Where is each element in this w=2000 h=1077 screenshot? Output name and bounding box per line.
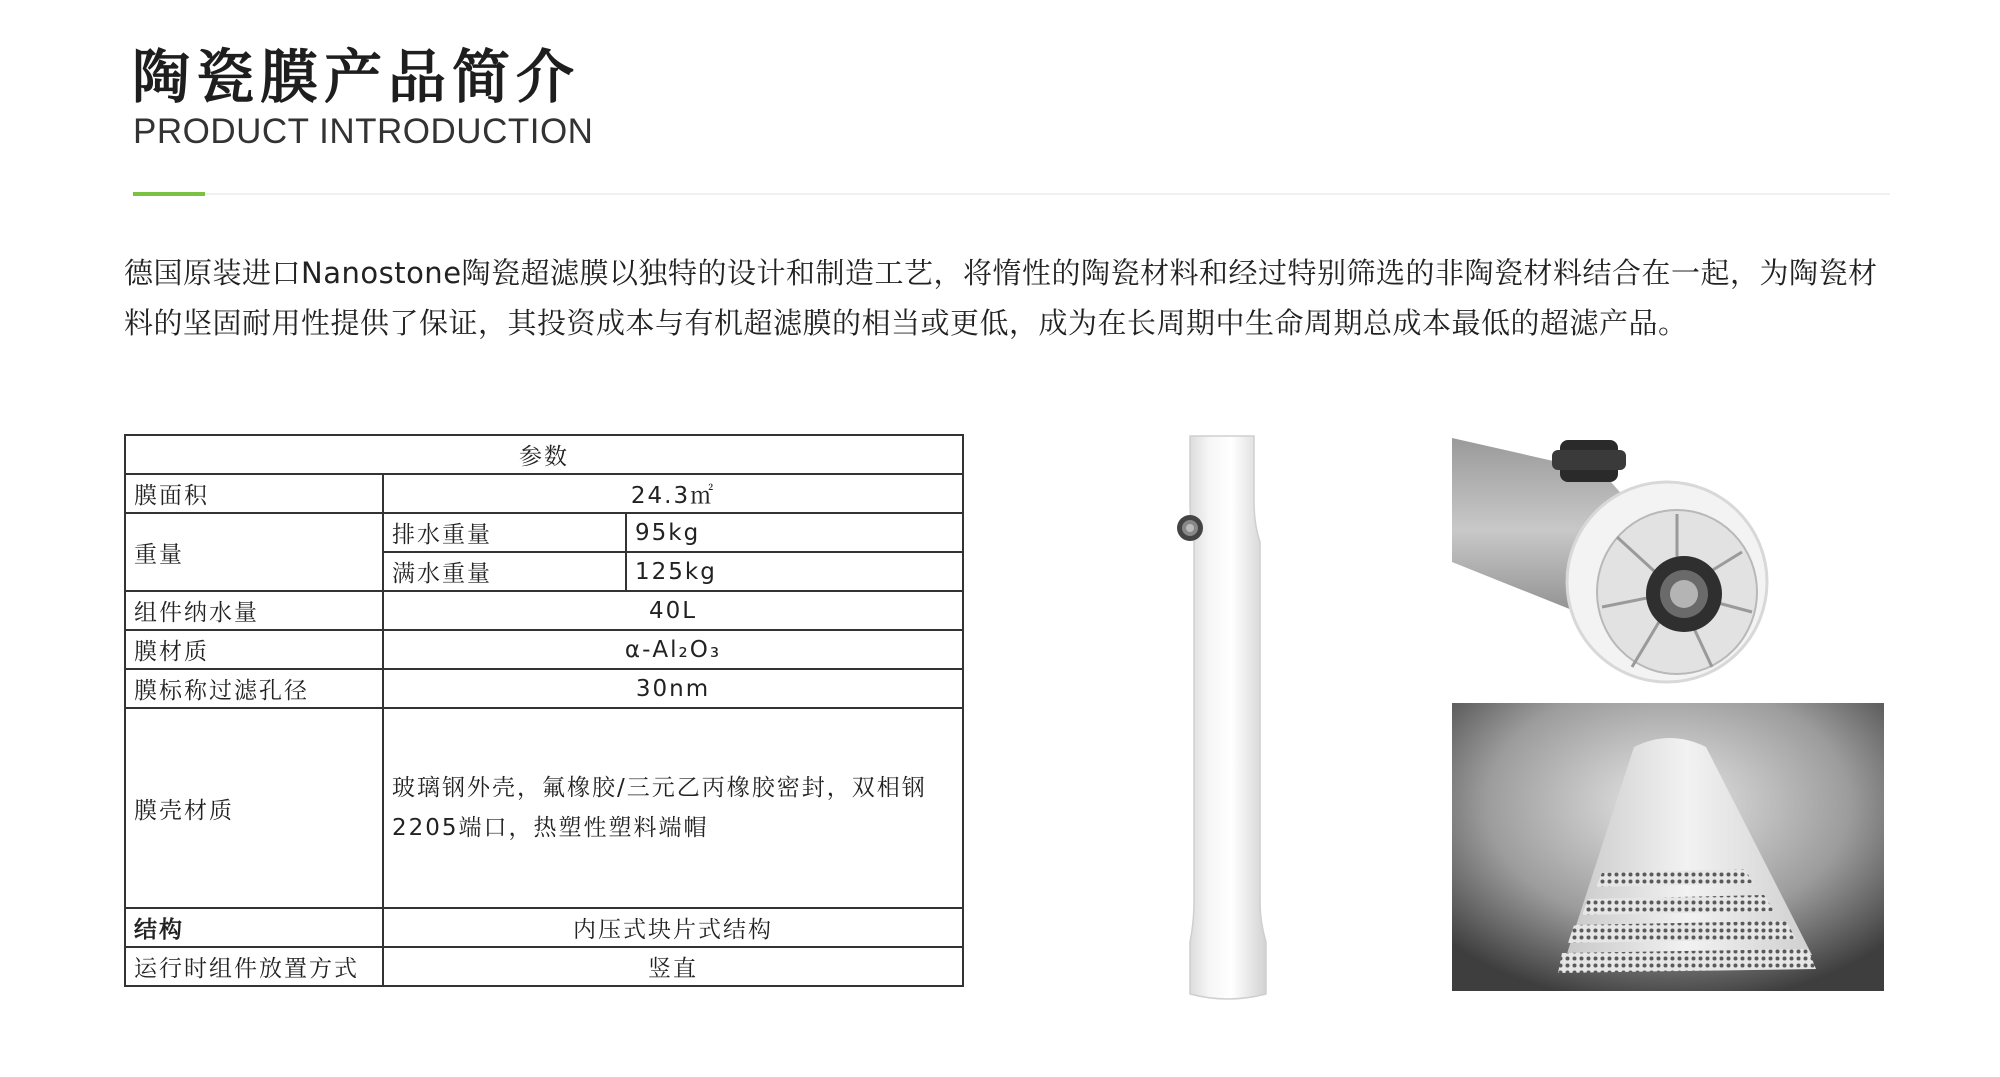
row-value: α-Al₂O₃ <box>383 630 963 669</box>
page-title: 陶瓷膜产品简介 <box>132 43 581 111</box>
row-value: 95kg <box>626 513 963 552</box>
table-row <box>125 708 963 908</box>
table-row <box>125 513 963 552</box>
table-row <box>125 474 963 513</box>
row-value: 40L <box>383 591 963 630</box>
row-label: 运行时组件放置方式 <box>125 947 383 986</box>
sub-label: 排水重量 <box>383 513 626 552</box>
divider-accent <box>133 192 205 196</box>
row-label: 膜标称过滤孔径 <box>125 669 383 708</box>
row-value: 24.3㎡ <box>383 474 963 513</box>
end-cap-photo <box>1452 432 1772 694</box>
row-label: 膜材质 <box>125 630 383 669</box>
table-row <box>125 947 963 986</box>
table-row <box>125 669 963 708</box>
row-value: 玻璃钢外壳，氟橡胶/三元乙丙橡胶密封，双相钢2205端口，热塑性塑料端帽 <box>383 708 963 908</box>
table-row <box>125 435 963 474</box>
row-label: 结构 <box>125 908 383 947</box>
row-label: 重量 <box>125 513 383 591</box>
row-label: 膜面积 <box>125 474 383 513</box>
row-value: 125kg <box>626 552 963 591</box>
row-value: 竖直 <box>383 947 963 986</box>
page-subtitle: PRODUCT INTRODUCTION <box>133 112 594 151</box>
row-value: 内压式块片式结构 <box>383 908 963 947</box>
intro-paragraph: 德国原装进口Nanostone陶瓷超滤膜以独特的设计和制造工艺，将惰性的陶瓷材料和经过特别筛选的非陶瓷材料结合在一起，为陶瓷材料的坚固耐用性提供了保证，其投资成本与有机超滤膜的相当或更低，成为在长周期中生命周期总成本最低的超滤产品。 <box>124 256 1878 340</box>
sub-label: 满水重量 <box>383 552 626 591</box>
row-label: 膜壳材质 <box>125 708 383 908</box>
table-row <box>125 908 963 947</box>
ceramic-block-photo <box>1452 703 1884 991</box>
module-tube-photo <box>1170 432 1280 1004</box>
table-header: 参数 <box>125 435 963 474</box>
table-row <box>125 591 963 630</box>
divider-line <box>133 193 1890 195</box>
row-value: 30nm <box>383 669 963 708</box>
row-label: 组件纳水量 <box>125 591 383 630</box>
table-row <box>125 630 963 669</box>
spec-table <box>124 434 964 987</box>
